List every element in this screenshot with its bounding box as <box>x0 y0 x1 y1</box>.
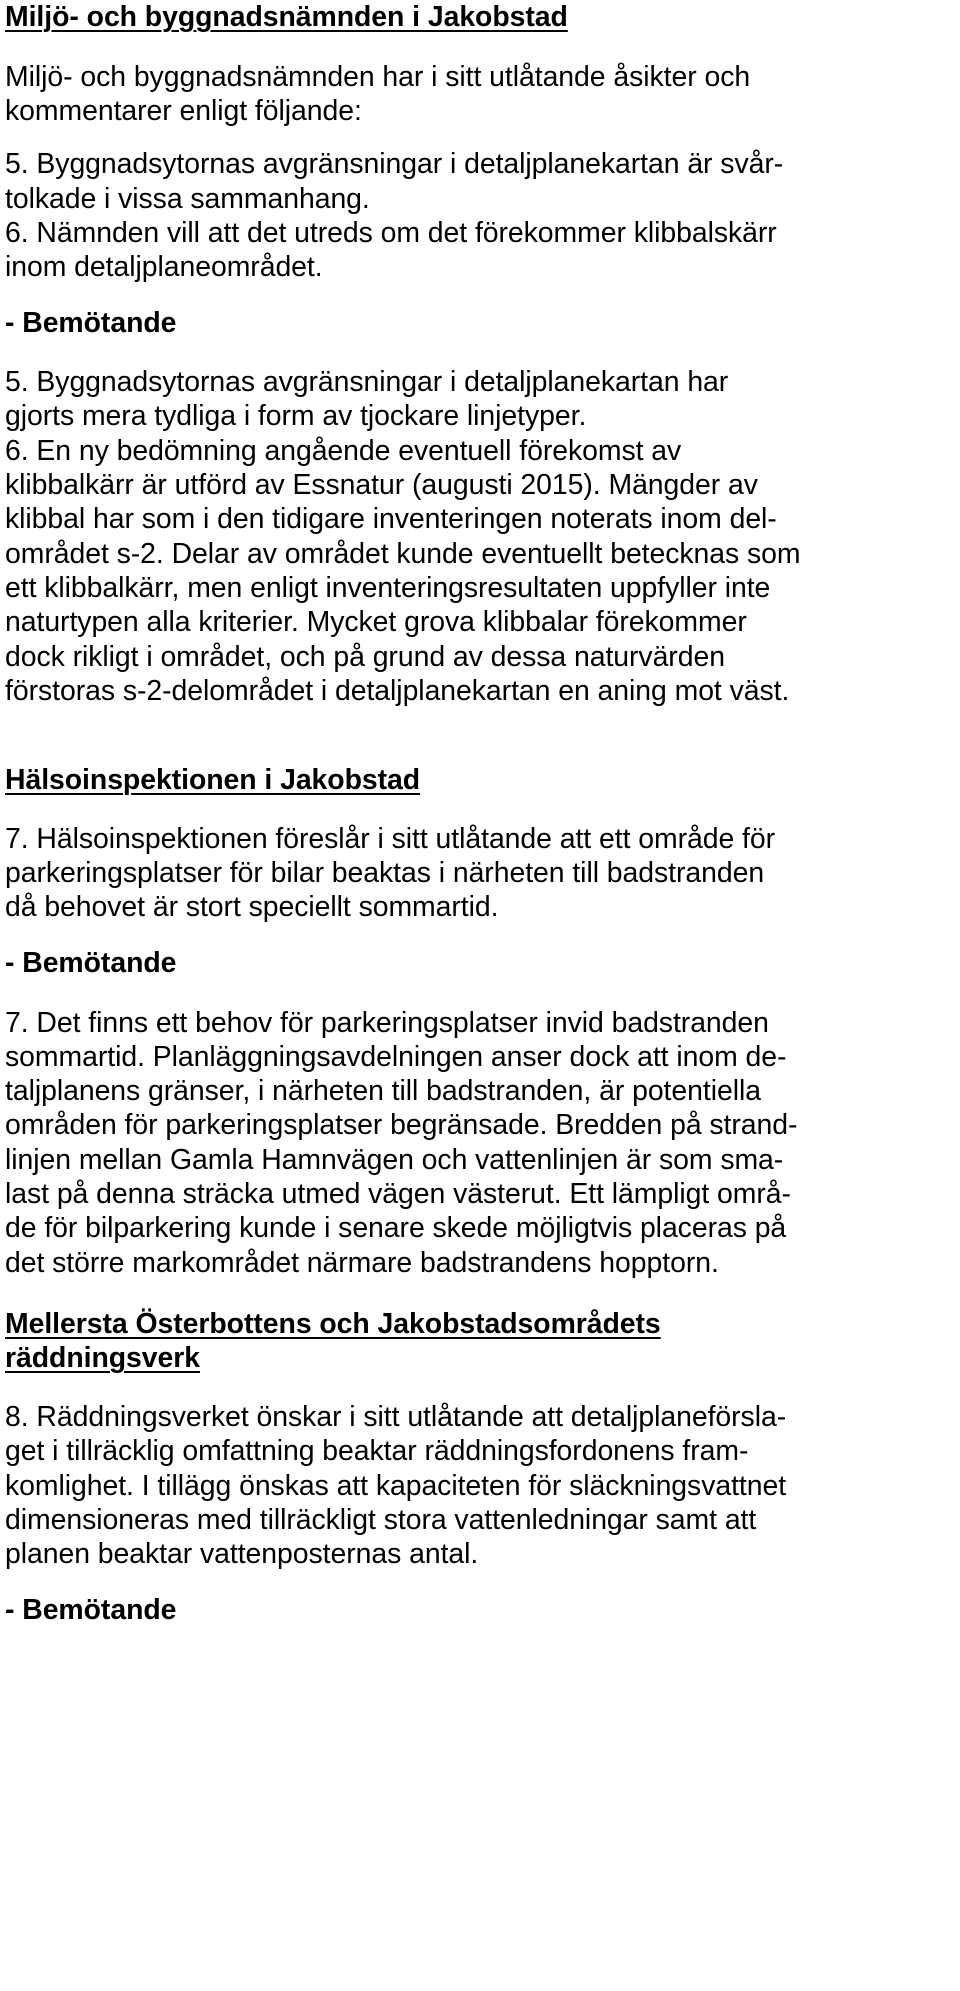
text-line: dock rikligt i området, och på grund av dessa naturvärden <box>5 641 725 673</box>
text-line: gjorts mera tydliga i form av tjockare linjetyper. <box>5 400 587 432</box>
text-line: Miljö- och byggnadsnämnden har i sitt utlåtande åsikter och <box>5 61 751 93</box>
section-heading-raddningsverk-cont: räddningsverk <box>5 1342 200 1374</box>
text-line: sommartid. Planläggningsavdelningen anser dock att inom de- <box>5 1041 787 1073</box>
response-label: - Bemötande <box>5 1594 177 1626</box>
text-line: klibbalkärr är utförd av Essnatur (augusti 2015). Mängder av <box>5 469 758 501</box>
text-line: taljplanens gränser, i närheten till badstranden, är potentiella <box>5 1075 761 1107</box>
text-line: naturtypen alla kriterier. Mycket grova klibbalar förekommer <box>5 606 747 638</box>
text-line: 5. Byggnadsytornas avgränsningar i detaljplanekartan är svår- <box>5 148 784 180</box>
text-line: komlighet. I tillägg önskas att kapaciteten för släckningsvattnet <box>5 1470 787 1502</box>
text-line: get i tillräcklig omfattning beaktar räddningsfordonens fram- <box>5 1435 749 1467</box>
text-line: parkeringsplatser för bilar beaktas i närheten till badstranden <box>5 857 765 889</box>
text-line: då behovet är stort speciellt sommartid. <box>5 891 499 923</box>
text-line: området s-2. Delar av området kunde eventuellt betecknas som <box>5 538 801 570</box>
text-line: last på denna sträcka utmed vägen västerut. Ett lämpligt områ- <box>5 1178 791 1210</box>
text-line: linjen mellan Gamla Hamnvägen och vattenlinjen är som sma- <box>5 1144 784 1176</box>
text-line: det större markområdet närmare badstrandens hopptorn. <box>5 1247 719 1279</box>
text-line: 8. Räddningsverket önskar i sitt utlåtande att detaljplaneförsla- <box>5 1401 787 1433</box>
response-label: - Bemötande <box>5 947 177 979</box>
text-line: inom detaljplaneområdet. <box>5 251 323 283</box>
text-line: dimensioneras med tillräckligt stora vattenledningar samt att <box>5 1504 757 1536</box>
text-line: tolkade i vissa sammanhang. <box>5 183 370 215</box>
text-line: förstoras s-2-delområdet i detaljplanekartan en aning mot väst. <box>5 675 790 707</box>
text-line: områden för parkeringsplatser begränsade. Bredden på strand- <box>5 1109 798 1141</box>
text-line: 7. Hälsoinspektionen föreslår i sitt utlåtande att ett område för <box>5 823 776 855</box>
response-label: - Bemötande <box>5 307 177 339</box>
text-line: 7. Det finns ett behov för parkeringsplatser invid badstranden <box>5 1007 769 1039</box>
text-line: klibbal har som i den tidigare inventeringen noterats inom del- <box>5 503 777 535</box>
text-line: 5. Byggnadsytornas avgränsningar i detaljplanekartan har <box>5 366 729 398</box>
text-line: de för bilparkering kunde i senare skede möjligtvis placeras på <box>5 1212 787 1244</box>
section-heading-raddningsverk: Mellersta Österbottens och Jakobstadsområdets <box>5 1308 661 1340</box>
text-line: 6. En ny bedömning angående eventuell förekomst av <box>5 435 682 467</box>
section-heading-halsoinspektionen: Hälsoinspektionen i Jakobstad <box>5 764 421 796</box>
text-line: ett klibbalkärr, men enligt inventeringsresultaten uppfyller inte <box>5 572 771 604</box>
text-line: kommentarer enligt följande: <box>5 95 362 127</box>
section-heading-miljo: Miljö- och byggnadsnämnden i Jakobstad <box>5 1 568 33</box>
text-line: planen beaktar vattenposternas antal. <box>5 1538 479 1570</box>
text-line: 6. Nämnden vill att det utreds om det förekommer klibbalskärr <box>5 217 777 249</box>
